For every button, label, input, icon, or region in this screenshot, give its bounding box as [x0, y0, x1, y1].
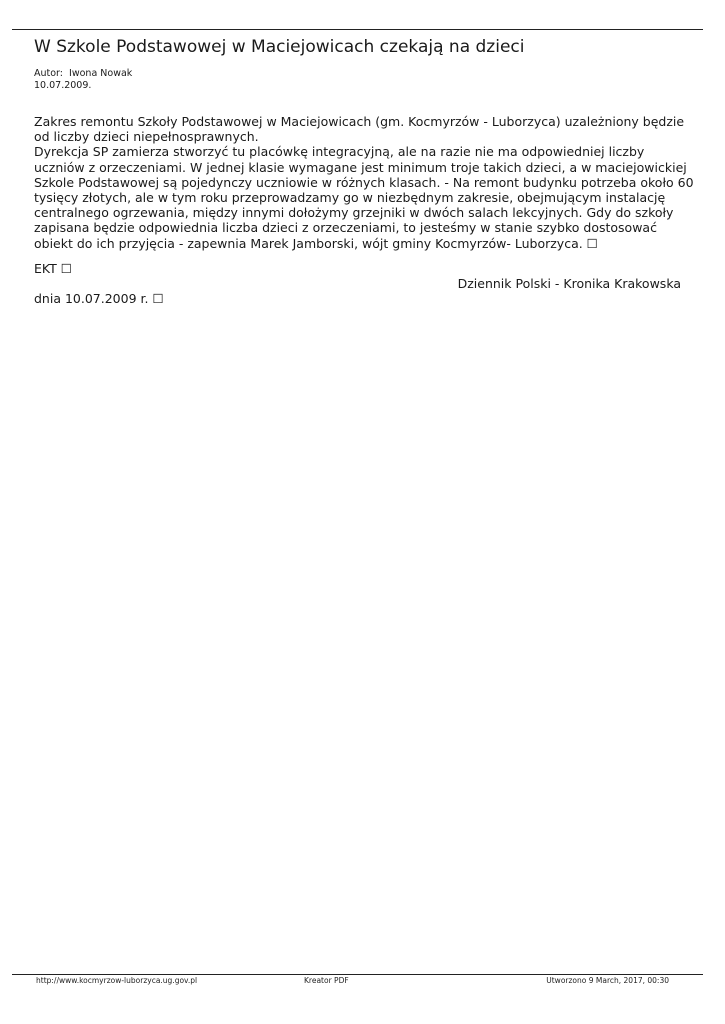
ekt-line: EKT ☐ [34, 261, 72, 276]
source-line: Dziennik Polski - Kronika Krakowska [457, 276, 681, 291]
article-date: 10.07.2009. [34, 80, 92, 91]
footer-divider [12, 974, 703, 975]
article-paragraph-1: Zakres remontu Szkoły Podstawowej w Maciejowicach (gm. Kocmyrzów - Luborzyca) uzależniony będzie od liczby dzieci niepełnosprawnych. [34, 114, 685, 145]
article-paragraph-2: Dyrekcja SP zamierza stworzyć tu placówkę integracyjną, ale na razie nie ma odpowiedniej liczby uczniów z orzeczeniami. W jednej klasie wymagane jest minimum troje takich dzieci, a w maciejowickiej Szkole Podstawowej są pojedynczy uczniowie w różnych klasach. - Na remont budynku potrzeba około 60 tysięcy złotych, ale w tym roku przeprowadzamy go w niezbędnym zakresie, obejmującym instalację centralnego ogrzewania, między innymi dołożymy grzejniki w dwóch salach lekcyjnych. Gdy do szkoły zapisana będzie odpowiednia liczba dzieci z orzeczeniami, to jesteśmy w stanie szybko dostosować obiekt do ich przyjęcia - zapewnia Marek Jamborski, wójt gminy Kocmyrzów- Luborzyca. ☐ [34, 144, 694, 251]
author-line: Autor: Iwona Nowak [34, 68, 133, 79]
article-title: W Szkole Podstawowej w Maciejowicach czekają na dzieci [34, 37, 525, 57]
footer-url[interactable]: http://www.kocmyrzow-luborzyca.ug.gov.pl [36, 976, 198, 985]
article-meta [34, 68, 132, 92]
publication-date-line: dnia 10.07.2009 r. ☐ [34, 291, 164, 306]
footer-generator: Kreator PDF [304, 976, 349, 985]
article-body [34, 114, 694, 251]
header-divider [12, 29, 703, 30]
footer-created: Utworzono 9 March, 2017, 00:30 [546, 976, 669, 985]
